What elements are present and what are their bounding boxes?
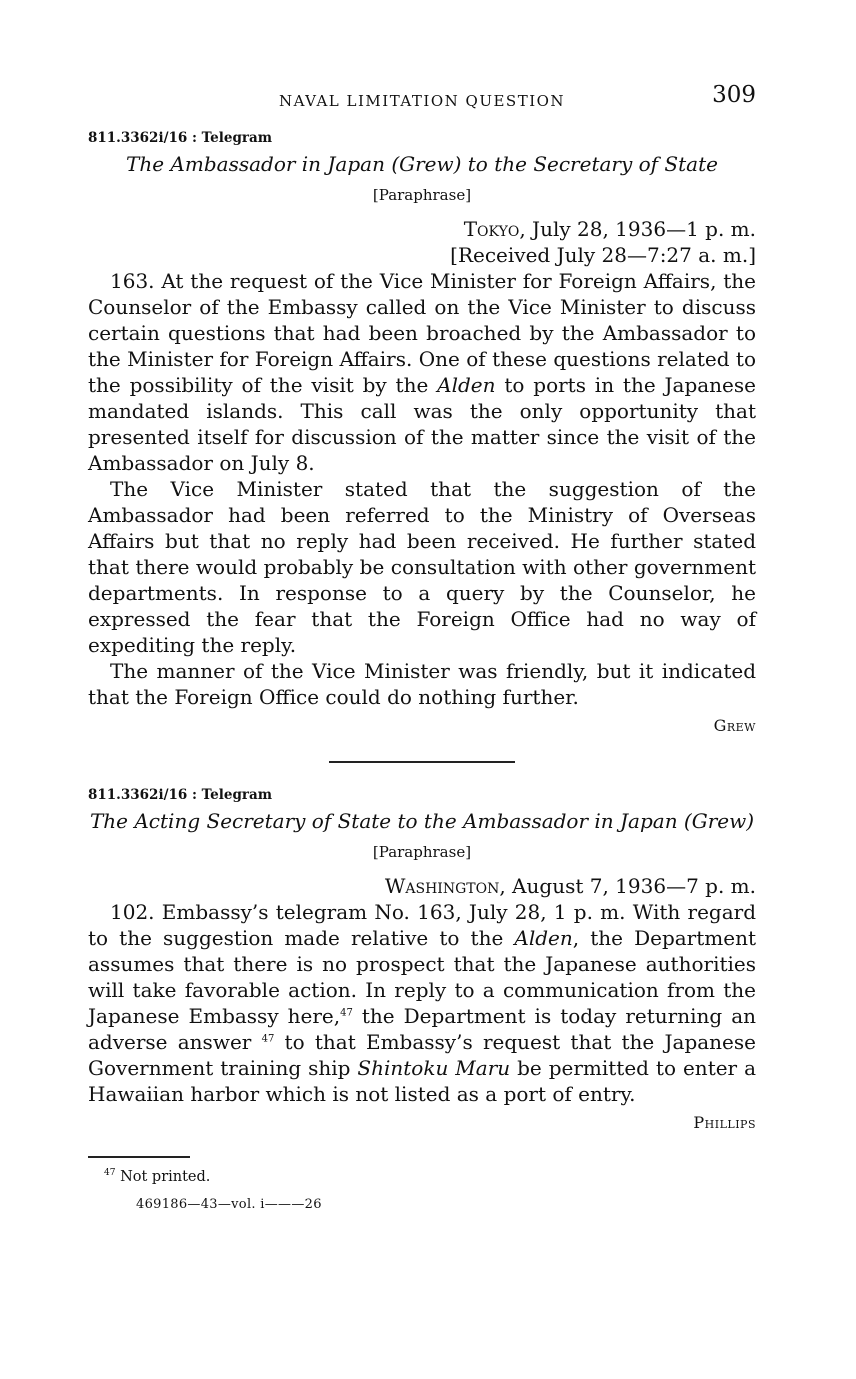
dateline [88, 216, 756, 242]
printer-mark: 469186—43—vol. i———26 [136, 1196, 322, 1212]
paraphrase-note: [Paraphrase] [372, 186, 472, 204]
dateline [88, 873, 756, 899]
running-title: NAVAL LIMITATION QUESTION [278, 92, 566, 110]
paragraph [88, 268, 756, 476]
paragraph-text: 102. Embassy’s telegram No. 163, July 28, 1 p. m. With regard to the suggestion made relative to the [88, 900, 756, 950]
document-2 [88, 787, 756, 1132]
page-header [88, 82, 756, 122]
ship-name: Alden [437, 373, 496, 397]
page-number: 309 [712, 82, 756, 108]
paragraph [88, 899, 756, 1107]
paragraph: The manner of the Vice Minister was friendly, but it indicated that the Foreign Office could do nothing further. [88, 659, 756, 709]
file-number: 811.3362i/16 : Telegram [88, 787, 273, 803]
document-1 [88, 130, 756, 735]
paragraph: The Vice Minister stated that the suggestion of the Ambassador had been referred to the Ministry of Overseas Affairs but that no reply had been received. He further stated that there would probably be consultation with other government departments. In response to a query by the Counselor, he expressed the fear that the Foreign Office had no way of expediting the reply. [88, 477, 756, 657]
footnote [104, 1168, 756, 1185]
paragraph-text: , the Department assumes that there is no prospect that the Japanese authorities will take favorable action. In reply to a communication from the Japanese Embassy here, [88, 926, 756, 1028]
document-page [88, 82, 757, 1212]
signature: Grew [713, 716, 756, 735]
signature: Phillips [693, 1113, 756, 1132]
received-line: [Received July 28—7:27 a. m.] [450, 243, 756, 267]
footnote-reference: 47 [261, 1033, 275, 1045]
file-number: 811.3362i/16 : Telegram [88, 130, 273, 146]
paragraph-text: to that Embassy’s request that the Japanese Government training ship [88, 1030, 756, 1080]
footnote-mark: 47 [104, 1168, 116, 1178]
paragraph-text: the Department is today returning an adverse answer [88, 1004, 756, 1054]
paragraph-text: be permitted to enter a Hawaiian harbor which is not listed as a port of entry. [88, 1056, 757, 1106]
document-title: The Ambassador in Japan (Grew) to the Secretary of State [126, 152, 718, 176]
footnote-divider [88, 1156, 190, 1158]
dateline-date: July 28, 1936—1 p. m. [525, 217, 756, 241]
section-divider [329, 761, 515, 763]
ship-name: Shintoku Maru [357, 1056, 511, 1080]
paraphrase-note: [Paraphrase] [372, 843, 472, 861]
dateline-date: August 7, 1936—7 p. m. [505, 874, 756, 898]
footnote-text: Not printed. [120, 1168, 211, 1185]
ship-name: Alden [514, 926, 573, 950]
dateline-place: Washington, [384, 874, 506, 898]
dateline-place: Tokyo, [463, 217, 526, 241]
paragraph-text: 163. At the request of the Vice Minister for Foreign Affairs, the Counselor of the Embassy called on the Vice Minister to discuss certain questions that had been broached by the Ambassador to the Minister for Foreign Affairs. One of these questions related to the possibility of the visit by the [88, 269, 756, 397]
document-title: The Acting Secretary of State to the Ambassador in Japan (Grew) [89, 809, 755, 833]
footnote-reference: 47 [340, 1007, 353, 1019]
paragraph-text: to ports in the Japanese mandated islands. This call was the only opportunity that presented itself for discussion of the matter since the visit of the Ambassador on July 8. [88, 373, 756, 475]
